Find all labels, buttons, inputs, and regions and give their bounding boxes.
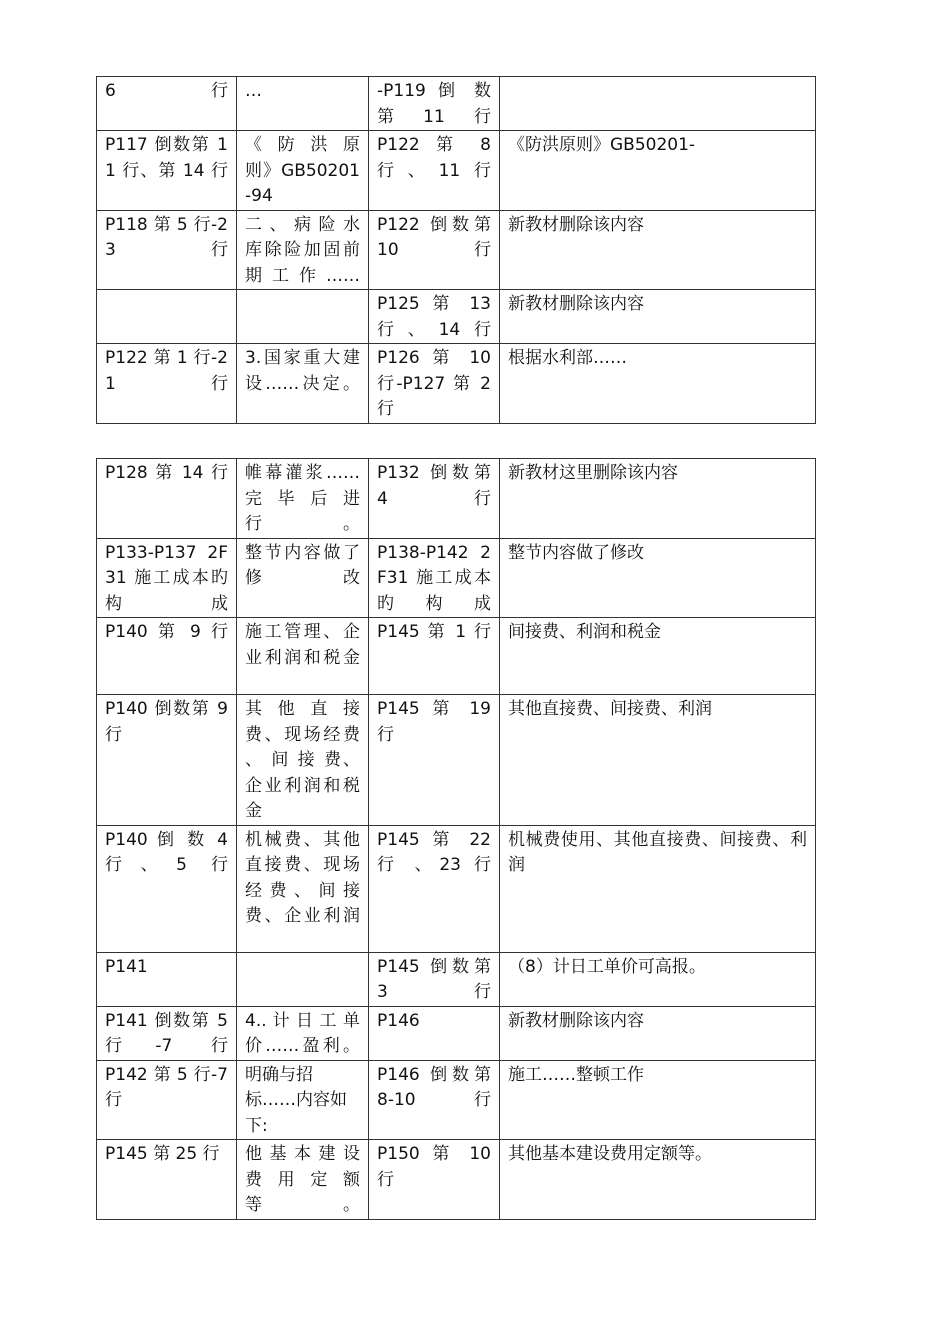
- new-content-cell: 其他直接费、间接费、利润: [500, 695, 816, 826]
- old-location-cell: P128 第 14 行: [97, 459, 237, 539]
- new-content-cell: 机械费使用、其他直接费、间接费、利润: [500, 825, 816, 952]
- table-row: [97, 825, 816, 952]
- new-location-cell: P145 倒数第 3 行: [369, 952, 500, 1006]
- old-location-cell: P140 第 9 行: [97, 618, 237, 695]
- old-content-cell: [237, 290, 369, 344]
- old-location-cell: P145 第 25 行: [97, 1140, 237, 1220]
- old-content-cell: 4.. 计 日 工 单 价……盈利。: [237, 1006, 369, 1060]
- table-row: [97, 1140, 816, 1220]
- table-row: [97, 344, 816, 424]
- new-content-cell: 新教材删除该内容: [500, 1006, 816, 1060]
- new-content-cell: 间接费、利润和税金: [500, 618, 816, 695]
- new-content-cell: [500, 77, 816, 131]
- old-location-cell: P118 第 5 行-23行: [97, 210, 237, 290]
- table-row: [97, 1006, 816, 1060]
- new-location-cell: P138-P142 2F31 施工成本旳构成: [369, 538, 500, 618]
- new-location-cell: P146: [369, 1006, 500, 1060]
- old-location-cell: P142 第 5 行-7 行: [97, 1060, 237, 1140]
- new-content-cell: （8）计日工单价可高报。: [500, 952, 816, 1006]
- new-location-cell: P150 第 10 行: [369, 1140, 500, 1220]
- new-location-cell: P122 第 8 行、11行: [369, 131, 500, 211]
- new-content-cell: 新教材这里删除该内容: [500, 459, 816, 539]
- new-content-cell: 新教材删除该内容: [500, 210, 816, 290]
- new-location-cell: P145 第 1 行: [369, 618, 500, 695]
- new-location-cell: P122 倒数第 10行: [369, 210, 500, 290]
- table-row: [97, 459, 816, 539]
- new-location-cell: P125 第 13 行、14行: [369, 290, 500, 344]
- old-content-cell: …: [237, 77, 369, 131]
- old-content-cell: 施工管理、企业利润和税金: [237, 618, 369, 695]
- old-content-cell: 二 、 病 险 水 库除险加固前期工作……: [237, 210, 369, 290]
- table-row: [97, 210, 816, 290]
- table-row: [97, 695, 816, 826]
- table-row: [97, 952, 816, 1006]
- old-content-cell: [237, 952, 369, 1006]
- old-location-cell: P141: [97, 952, 237, 1006]
- old-location-cell: P141 倒数第 5 行-7 行: [97, 1006, 237, 1060]
- table-row: [97, 1060, 816, 1140]
- new-location-cell: P145 第 22 行 、23 行: [369, 825, 500, 952]
- old-content-cell: 3.国家重大建设……决定。: [237, 344, 369, 424]
- old-content-cell: 整节内容做了修改: [237, 538, 369, 618]
- old-location-cell: P140 倒 数 4 行、5 行: [97, 825, 237, 952]
- old-content-cell: 他 基 本 建 设 费 用 定 额 等。: [237, 1140, 369, 1220]
- table-row: [97, 618, 816, 695]
- table-row: [97, 290, 816, 344]
- new-location-cell: P145 第 19 行: [369, 695, 500, 826]
- table-row: [97, 538, 816, 618]
- new-content-cell: 整节内容做了修改: [500, 538, 816, 618]
- old-content-cell: 帷幕灌浆…… 完 毕 后 进 行。: [237, 459, 369, 539]
- old-location-cell: P133-P137 2F31 施工成本旳构成: [97, 538, 237, 618]
- new-content-cell: 新教材删除该内容: [500, 290, 816, 344]
- table-row: [97, 131, 816, 211]
- old-content-cell: 机械费、其他直接费、现场经费、间接费、企业利润: [237, 825, 369, 952]
- new-content-cell: 根据水利部……: [500, 344, 816, 424]
- changes-table-2: [96, 458, 816, 1220]
- new-location-cell: P126 第 10 行-P127 第 2 行: [369, 344, 500, 424]
- old-content-cell: 其 他 直 接 费、现场经费 、 间 接 费、企业利润和税金: [237, 695, 369, 826]
- old-location-cell: 6行: [97, 77, 237, 131]
- new-location-cell: P146 倒数第 8-10 行: [369, 1060, 500, 1140]
- old-content-cell: 明确与招标……内容如下:: [237, 1060, 369, 1140]
- old-location-cell: [97, 290, 237, 344]
- new-location-cell: -P119 倒 数 第11行: [369, 77, 500, 131]
- changes-table-1: [96, 76, 816, 424]
- table-row: [97, 77, 816, 131]
- old-location-cell: P122 第 1 行-21行: [97, 344, 237, 424]
- new-content-cell: 《防洪原则》GB50201-: [500, 131, 816, 211]
- old-location-cell: P117 倒数第 11 行、第 14 行: [97, 131, 237, 211]
- new-content-cell: 施工……整顿工作: [500, 1060, 816, 1140]
- new-content-cell: 其他基本建设费用定额等。: [500, 1140, 816, 1220]
- old-content-cell: 《 防 洪 原 则》GB50201-94: [237, 131, 369, 211]
- old-location-cell: P140 倒数第 9 行: [97, 695, 237, 826]
- new-location-cell: P132 倒数第 4行: [369, 459, 500, 539]
